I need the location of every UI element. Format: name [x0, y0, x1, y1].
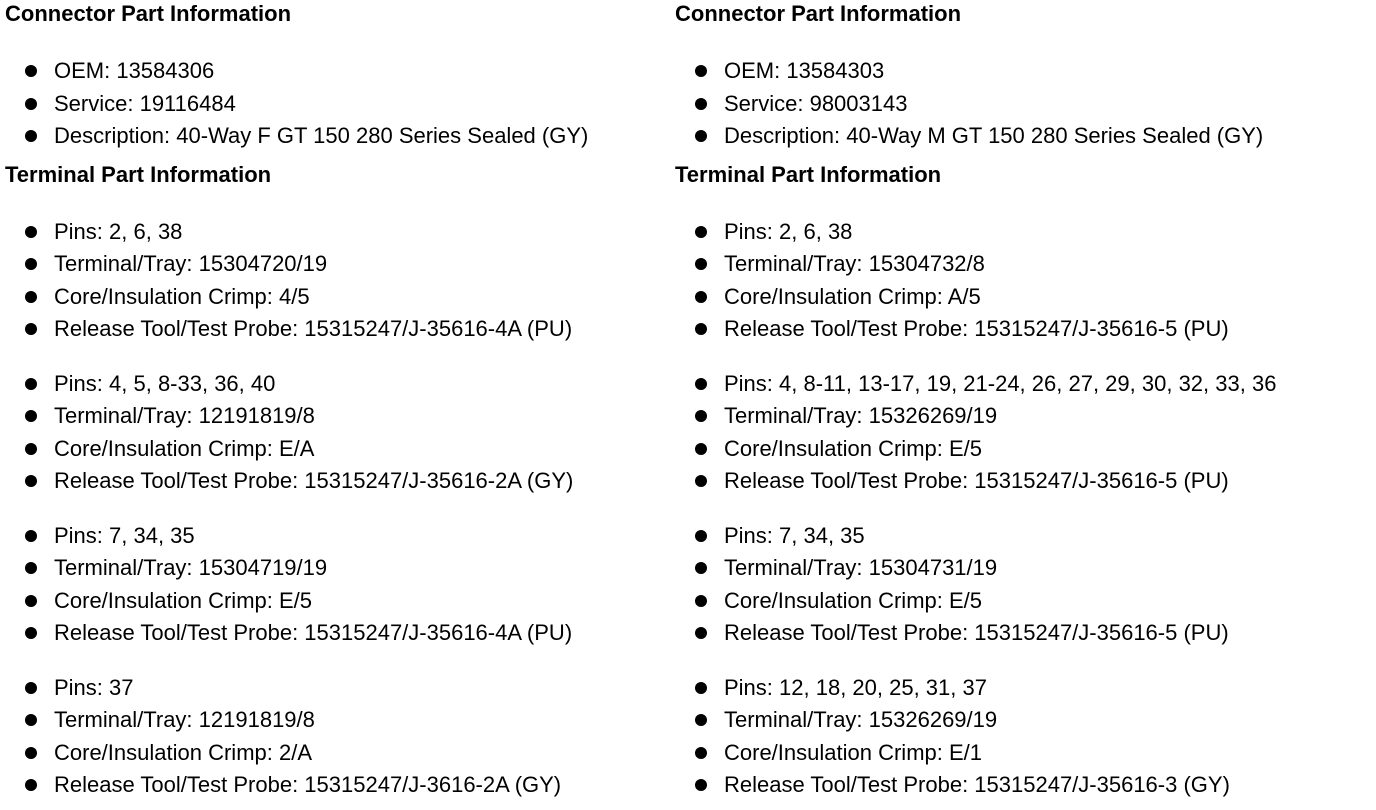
- connector-info-list: [5, 55, 670, 153]
- terminal-group-3: [5, 520, 670, 650]
- list-item: [5, 88, 670, 121]
- list-item: [675, 400, 1375, 433]
- oem-part-number: OEM: 13584306: [54, 58, 215, 83]
- bullet-icon: [25, 475, 37, 487]
- connector-description: Description: 40-Way M GT 150 280 Series Sealed (GY): [724, 123, 1264, 148]
- bullet-icon: [695, 627, 707, 639]
- bullet-icon: [25, 714, 37, 726]
- bullet-icon: [695, 475, 707, 487]
- bullet-icon: [25, 530, 37, 542]
- pins-value: Pins: 37: [54, 674, 134, 700]
- terminal-tray-value: Terminal/Tray: 15304732/8: [724, 251, 985, 276]
- left-connector-column: [5, 0, 670, 802]
- pins-value: Pins: 7, 34, 35: [724, 522, 865, 548]
- list-item: [5, 120, 670, 153]
- service-part-number: Service: 98003143: [724, 90, 908, 116]
- crimp-value: Core/Insulation Crimp: E/5: [724, 435, 982, 461]
- list-item: [5, 55, 670, 88]
- bullet-icon: [695, 562, 707, 574]
- release-tool-value: Release Tool/Test Probe: 15315247/J-35616-4A (PU): [54, 316, 573, 341]
- list-item: [5, 520, 670, 553]
- crimp-value: Core/Insulation Crimp: A/5: [724, 283, 981, 309]
- bullet-icon: [25, 226, 37, 238]
- bullet-icon: [695, 410, 707, 422]
- terminal-part-info-heading: Terminal Part Information: [5, 161, 272, 187]
- list-item: [5, 769, 670, 802]
- list-item: [675, 465, 1375, 498]
- oem-part-number: OEM: 13584303: [724, 58, 885, 83]
- bullet-icon: [695, 443, 707, 455]
- list-item: [5, 737, 670, 770]
- connector-part-info-heading: Connector Part Information: [675, 1, 962, 26]
- list-item: [5, 465, 670, 498]
- pins-value: Pins: 7, 34, 35: [54, 522, 195, 548]
- crimp-value: Core/Insulation Crimp: E/5: [54, 587, 312, 613]
- bullet-icon: [695, 378, 707, 390]
- bullet-icon: [695, 65, 707, 77]
- list-item: [675, 704, 1375, 737]
- list-item: [675, 248, 1375, 281]
- bullet-icon: [695, 258, 707, 270]
- pins-value: Pins: 2, 6, 38: [54, 218, 183, 244]
- bullet-icon: [25, 627, 37, 639]
- bullet-icon: [695, 747, 707, 759]
- crimp-value: Core/Insulation Crimp: E/1: [724, 739, 982, 765]
- list-item: [5, 704, 670, 737]
- bullet-icon: [695, 98, 707, 110]
- crimp-value: Core/Insulation Crimp: E/5: [724, 587, 982, 613]
- list-item: [5, 617, 670, 650]
- release-tool-value: Release Tool/Test Probe: 15315247/J-35616-5 (PU): [724, 468, 1229, 493]
- list-item: [5, 216, 670, 249]
- bullet-icon: [25, 443, 37, 455]
- bullet-icon: [695, 323, 707, 335]
- release-tool-value: Release Tool/Test Probe: 15315247/J-35616-4A (PU): [54, 620, 573, 645]
- bullet-icon: [25, 779, 37, 791]
- list-item: [675, 55, 1375, 88]
- bullet-icon: [25, 65, 37, 77]
- list-item: [5, 248, 670, 281]
- bullet-icon: [25, 130, 37, 142]
- terminal-tray-value: Terminal/Tray: 15304719/19: [54, 555, 328, 580]
- release-tool-value: Release Tool/Test Probe: 15315247/J-3616-2A (GY): [54, 772, 562, 797]
- bullet-icon: [695, 291, 707, 303]
- bullet-icon: [25, 682, 37, 694]
- bullet-icon: [25, 98, 37, 110]
- list-item: [675, 520, 1375, 553]
- list-item: [675, 120, 1375, 153]
- terminal-tray-value: Terminal/Tray: 15304720/19: [54, 251, 328, 276]
- list-item: [675, 281, 1375, 314]
- bullet-icon: [695, 779, 707, 791]
- bullet-icon: [695, 226, 707, 238]
- connector-part-info-heading: Connector Part Information: [5, 1, 292, 26]
- terminal-tray-value: Terminal/Tray: 12191819/8: [54, 403, 315, 428]
- list-item: [5, 400, 670, 433]
- list-item: [675, 88, 1375, 121]
- list-item: [675, 769, 1375, 802]
- connector-info-list: [675, 55, 1375, 153]
- terminal-group-1: [675, 216, 1375, 346]
- bullet-icon: [25, 562, 37, 574]
- crimp-value: Core/Insulation Crimp: E/A: [54, 435, 315, 461]
- service-part-number: Service: 19116484: [54, 90, 236, 116]
- bullet-icon: [25, 258, 37, 270]
- list-item: [675, 585, 1375, 618]
- bullet-icon: [25, 747, 37, 759]
- release-tool-value: Release Tool/Test Probe: 15315247/J-35616-5 (PU): [724, 620, 1229, 645]
- release-tool-value: Release Tool/Test Probe: 15315247/J-35616-2A (GY): [54, 468, 574, 493]
- list-item: [675, 433, 1375, 466]
- pins-value: Pins: 4, 5, 8-33, 36, 40: [54, 370, 276, 396]
- list-item: [5, 433, 670, 466]
- list-item: [5, 672, 670, 705]
- list-item: [675, 737, 1375, 770]
- bullet-icon: [25, 410, 37, 422]
- bullet-icon: [695, 130, 707, 142]
- pins-value: Pins: 12, 18, 20, 25, 31, 37: [724, 674, 987, 700]
- bullet-icon: [695, 682, 707, 694]
- release-tool-value: Release Tool/Test Probe: 15315247/J-35616-3 (GY): [724, 772, 1230, 797]
- terminal-group-4: [5, 672, 670, 802]
- list-item: [675, 216, 1375, 249]
- bullet-icon: [695, 530, 707, 542]
- pins-value: Pins: 2, 6, 38: [724, 218, 853, 244]
- crimp-value: Core/Insulation Crimp: 4/5: [54, 283, 310, 309]
- list-item: [5, 281, 670, 314]
- bullet-icon: [25, 595, 37, 607]
- crimp-value: Core/Insulation Crimp: 2/A: [54, 739, 312, 765]
- terminal-group-2: [5, 368, 670, 498]
- bullet-icon: [695, 714, 707, 726]
- terminal-group-4: [675, 672, 1375, 802]
- list-item: [5, 368, 670, 401]
- list-item: [675, 552, 1375, 585]
- release-tool-value: Release Tool/Test Probe: 15315247/J-35616-5 (PU): [724, 316, 1229, 341]
- terminal-part-info-heading: Terminal Part Information: [675, 161, 942, 187]
- bullet-icon: [25, 291, 37, 303]
- terminal-group-3: [675, 520, 1375, 650]
- list-item: [5, 313, 670, 346]
- bullet-icon: [695, 595, 707, 607]
- list-item: [5, 585, 670, 618]
- list-item: [675, 672, 1375, 705]
- terminal-tray-value: Terminal/Tray: 15326269/19: [724, 403, 998, 428]
- terminal-group-1: [5, 216, 670, 346]
- terminal-group-2: [675, 368, 1375, 498]
- list-item: [675, 313, 1375, 346]
- terminal-tray-value: Terminal/Tray: 12191819/8: [54, 707, 315, 732]
- list-item: [675, 368, 1375, 401]
- terminal-tray-value: Terminal/Tray: 15304731/19: [724, 555, 998, 580]
- pins-value: Pins: 4, 8-11, 13-17, 19, 21-24, 26, 27, 29, 30, 32, 33, 36: [724, 370, 1277, 396]
- list-item: [5, 552, 670, 585]
- bullet-icon: [25, 378, 37, 390]
- right-connector-column: [675, 0, 1375, 802]
- list-item: [675, 617, 1375, 650]
- connector-description: Description: 40-Way F GT 150 280 Series Sealed (GY): [54, 123, 589, 148]
- terminal-tray-value: Terminal/Tray: 15326269/19: [724, 707, 998, 732]
- bullet-icon: [25, 323, 37, 335]
